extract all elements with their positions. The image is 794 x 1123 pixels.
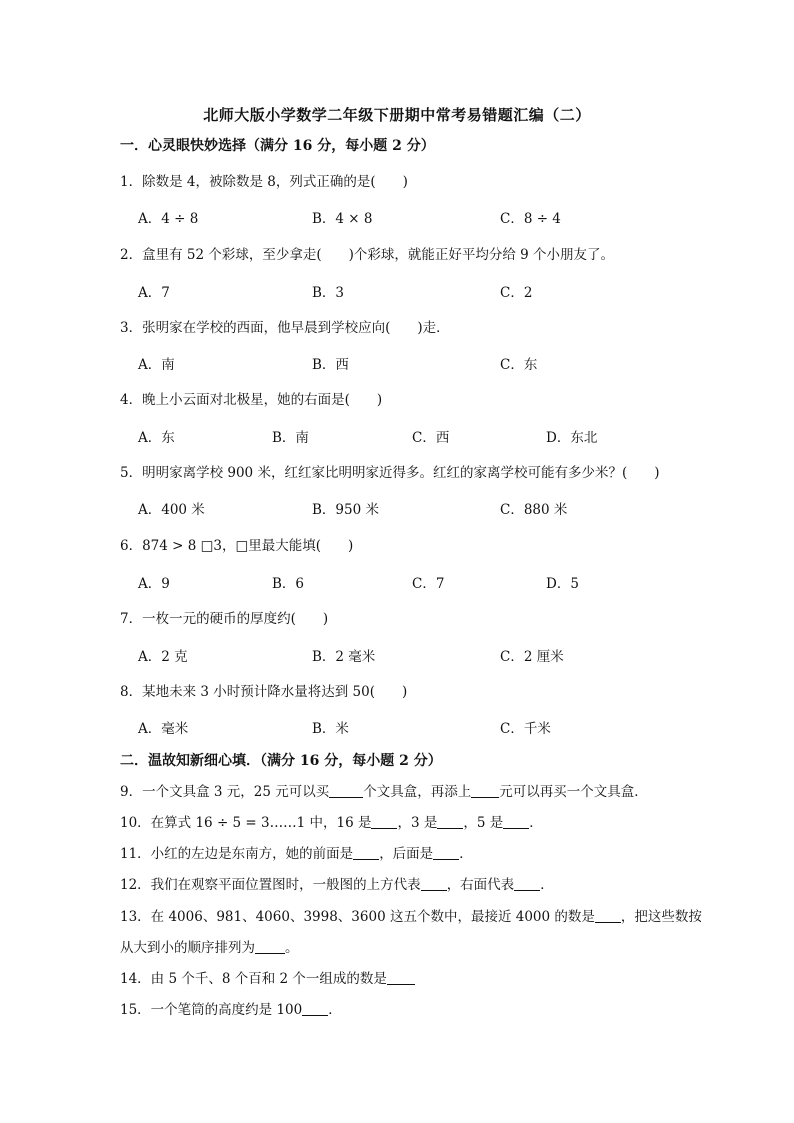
q5-option-b: B．950 米 [312,502,379,518]
q6-option-b: B．6 [272,576,305,592]
section-2-heading: 二．温故知新细心填．（满分 16 分，每小题 2 分） [120,753,442,769]
question-6: 6．874 > 8 □3，□里最大能填( ) [120,538,354,554]
q4-option-b: B．南 [272,430,309,446]
q4-option-a: A．东 [138,430,175,446]
page-title: 北师大版小学数学二年级下册期中常考易错题汇编（二） [203,106,591,124]
q8-option-c: C．千米 [500,721,551,737]
answer-blank[interactable] [255,939,285,954]
answer-blank[interactable] [387,970,415,985]
q6-option-d: D．5 [546,576,579,592]
question-10: 10．在算式 16 ÷ 5 = 3……1 中，16 是 ，3 是 ，5 是 ． [120,815,543,831]
answer-blank[interactable] [329,783,363,798]
answer-blank[interactable] [471,783,499,798]
question-12: 12．我们在观察平面位置图时，一般图的上方代表 ，右面代表 ． [120,877,554,893]
answer-blank[interactable] [353,845,379,860]
question-11: 11．小红的左边是东南方，她的前面是 ，后面是 ． [120,846,473,862]
question-3: 3．张明家在学校的西面，他早晨到学校应向( )走． [120,320,450,336]
answer-blank[interactable] [437,814,463,829]
question-7: 7．一枚一元的硬币的厚度约( ) [120,611,329,627]
q8-option-a: A．毫米 [138,721,189,737]
q2-option-b: B．3 [312,285,345,301]
answer-blank[interactable] [302,1001,328,1016]
answer-blank[interactable] [514,876,540,891]
answer-blank[interactable] [371,814,397,829]
section-1-heading: 一．心灵眼快妙选择（满分 16 分，每小题 2 分） [120,138,435,154]
q4-option-c: C．西 [412,430,450,446]
q6-option-c: C．7 [412,576,445,592]
q1-option-c: C．8 ÷ 4 [500,211,561,227]
q3-option-c: C．东 [500,357,538,373]
q3-option-b: B．西 [312,357,349,373]
q7-option-b: B．2 毫米 [312,649,376,665]
q5-option-c: C．880 米 [500,502,568,518]
question-9: 9．一个文具盒 3 元，25 元可以买 个文具盒，再添上 元可以再买一个文具盒． [120,784,648,800]
q3-option-a: A．南 [138,357,175,373]
question-8: 8．某地未来 3 小时预计降水量将达到 50( ) [120,684,408,700]
q2-option-a: A．7 [138,285,170,301]
answer-blank[interactable] [433,845,459,860]
q1-option-a: A．4 ÷ 8 [138,211,199,227]
q4-option-d: D．东北 [546,430,598,446]
q2-option-c: C．2 [500,285,533,301]
q1-option-b: B．4 × 8 [312,211,373,227]
question-1: 1．除数是 4，被除数是 8，列式正确的是( ) [120,174,408,190]
answer-blank[interactable] [595,908,621,923]
question-15: 15．一个笔筒的高度约是 100 ． [120,1002,342,1018]
question-2: 2．盒里有 52 个彩球，至少拿走( )个彩球，就能正好平均分给 9 个小朋友了。 [120,247,615,263]
q8-option-b: B．米 [312,721,349,737]
q7-option-c: C．2 厘米 [500,649,564,665]
question-4: 4．晚上小云面对北极星，她的右面是( ) [120,392,383,408]
question-5: 5．明明家离学校 900 米，红红家比明明家近得多。红红的家离学校可能有多少米？( ) [120,465,660,481]
answer-blank[interactable] [421,876,447,891]
question-13: 13．在 4006、981、4060、3998、3600 这五个数中，最接近 4000 的数是 ，把这些数按 [120,909,702,925]
answer-blank[interactable] [503,814,529,829]
question-14: 14．由 5 个千、8 个百和 2 个一组成的数是 [120,967,415,987]
q6-option-a: A．9 [138,576,170,592]
q5-option-a: A．400 米 [138,502,205,518]
q7-option-a: A．2 克 [138,649,188,665]
question-13-continued: 从大到小的顺序排列为 。 [120,940,299,956]
